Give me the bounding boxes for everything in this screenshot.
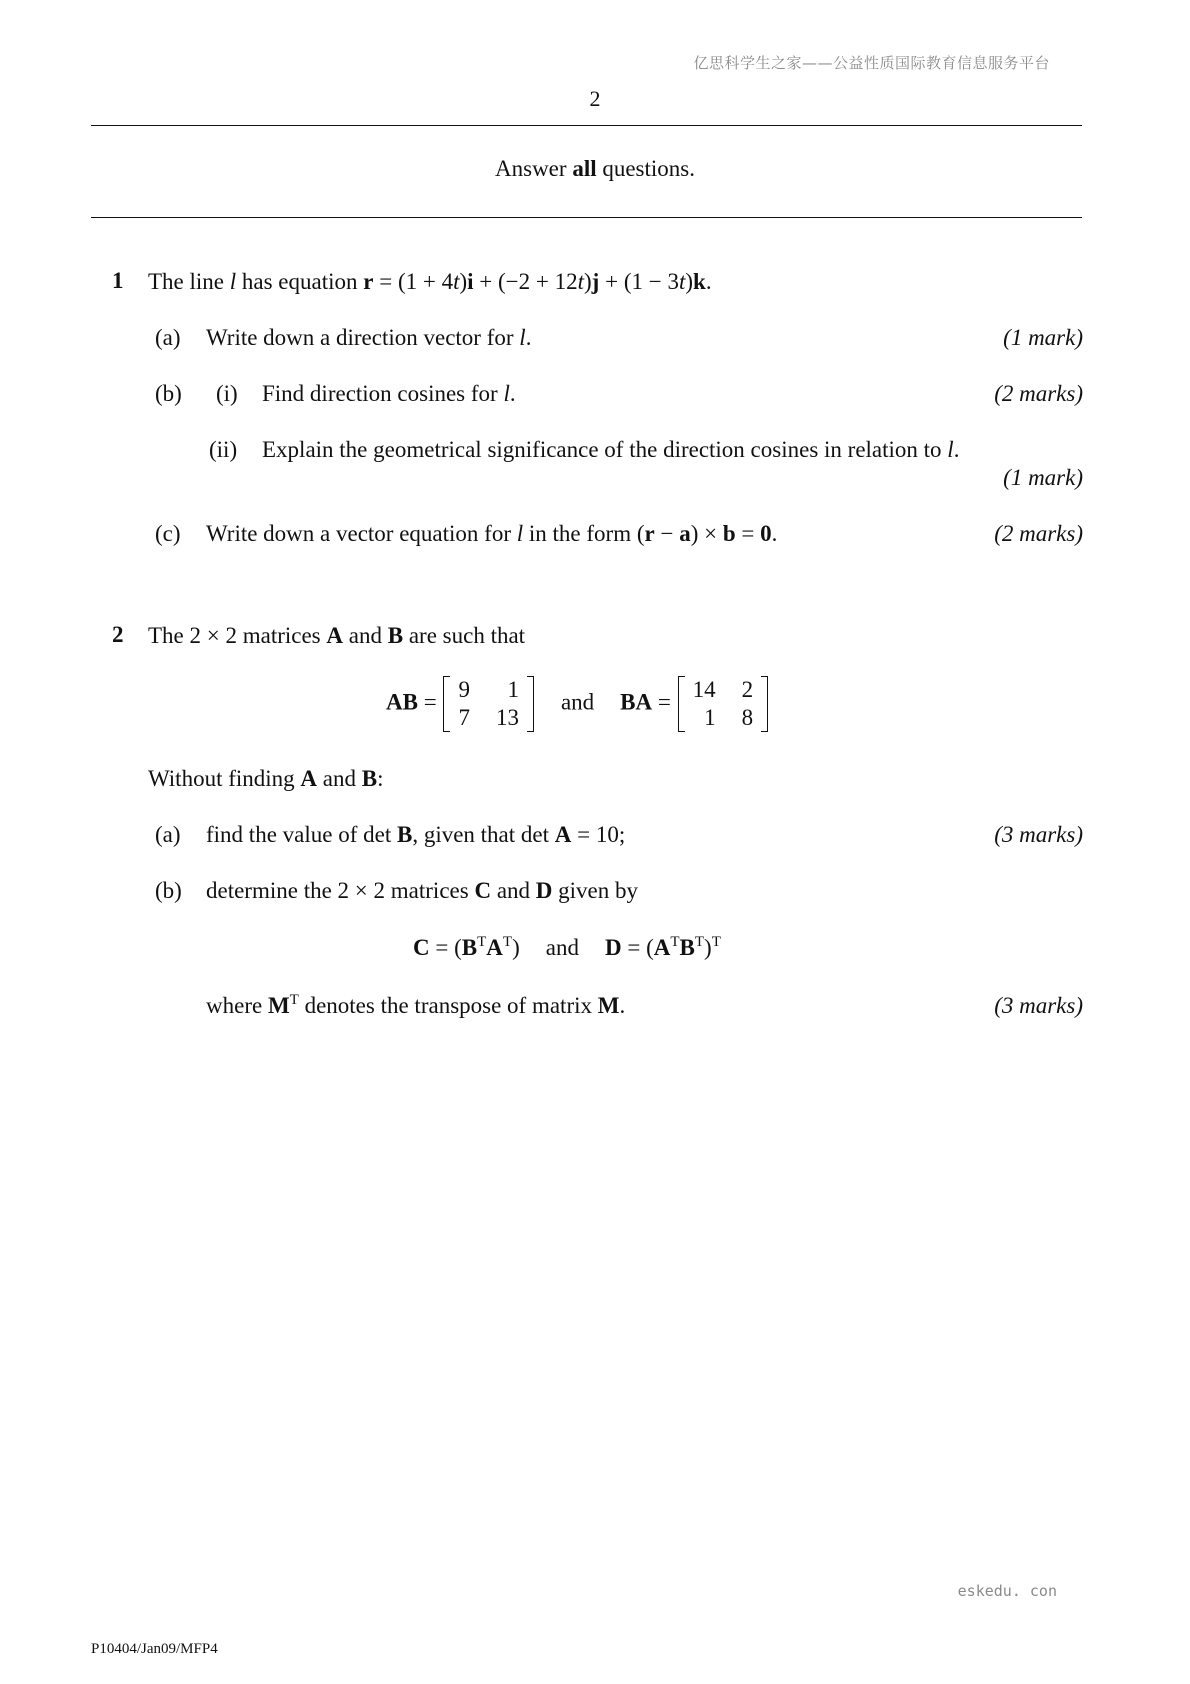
q2b-marks: (3 marks) bbox=[994, 993, 1083, 1018]
q1c-text: Write down a vector equation for l in the form (r − a) × b = 0. bbox=[206, 521, 778, 546]
q1c-marks: (2 marks) bbox=[994, 521, 1083, 546]
q1bi-marks: (2 marks) bbox=[994, 381, 1083, 406]
ba-label: BA bbox=[620, 689, 653, 715]
matrix-ba: 14 2 1 8 bbox=[677, 676, 770, 732]
q2a-marks: (3 marks) bbox=[994, 822, 1083, 847]
q1a-marks: (1 mark) bbox=[1003, 325, 1083, 350]
q2b-text: determine the 2 × 2 matrices C and D given by bbox=[206, 878, 639, 903]
question-1-stem: The line l has equation r = (1 + 4t)i + (−2 + 12t)j + (1 − 3t)k. bbox=[148, 269, 712, 294]
matrix-ab: 9 1 7 13 bbox=[442, 676, 535, 732]
question-2-stem: The 2 × 2 matrices A and B are such that bbox=[148, 623, 526, 648]
and-text: and bbox=[560, 689, 595, 715]
ab-label: AB bbox=[386, 689, 418, 715]
q2a-label: (a) bbox=[155, 822, 181, 847]
q1b-label: (b) bbox=[155, 381, 182, 406]
q1bii-marks: (1 mark) bbox=[1003, 465, 1083, 490]
transpose-display: $C = (B^TA^T)$ and $D = (A^TB^T)^T$ bbox=[413, 934, 721, 960]
page-number: 2 bbox=[589, 86, 601, 111]
question-2-number: 2 bbox=[112, 622, 124, 647]
header-watermark: 亿思科学生之家——公益性质国际教育信息服务平台 bbox=[693, 54, 1050, 72]
top-rule bbox=[91, 125, 1082, 126]
second-rule bbox=[91, 217, 1082, 218]
instruction: Answer all questions. bbox=[495, 156, 695, 181]
q2b-label: (b) bbox=[155, 878, 182, 903]
q1a-label: (a) bbox=[155, 325, 181, 350]
q1bi-text: Find direction cosines for l. bbox=[262, 381, 516, 406]
q1bi-label: (i) bbox=[216, 381, 238, 406]
q2a-text: find the value of det B, given that det A = 10; bbox=[206, 822, 626, 847]
paper-code: P10404/Jan09/MFP4 bbox=[91, 1641, 218, 1657]
question-1-number: 1 bbox=[112, 268, 124, 293]
where-text: where $M^T$ denotes the transpose of matrix M. bbox=[206, 992, 626, 1018]
matrix-display: AB = 9 1 7 13 and BA = 14 2 1 8 bbox=[386, 676, 769, 732]
q1bii-text: Explain the geometrical significance of the direction cosines in relation to l. bbox=[262, 437, 960, 462]
q1c-label: (c) bbox=[155, 521, 181, 546]
footer-watermark: eskedu. con bbox=[957, 1582, 1057, 1600]
without-finding-text: Without finding A and B: bbox=[148, 766, 384, 791]
q1bii-label: (ii) bbox=[209, 437, 238, 462]
q1a-text: Write down a direction vector for l. bbox=[206, 325, 532, 350]
